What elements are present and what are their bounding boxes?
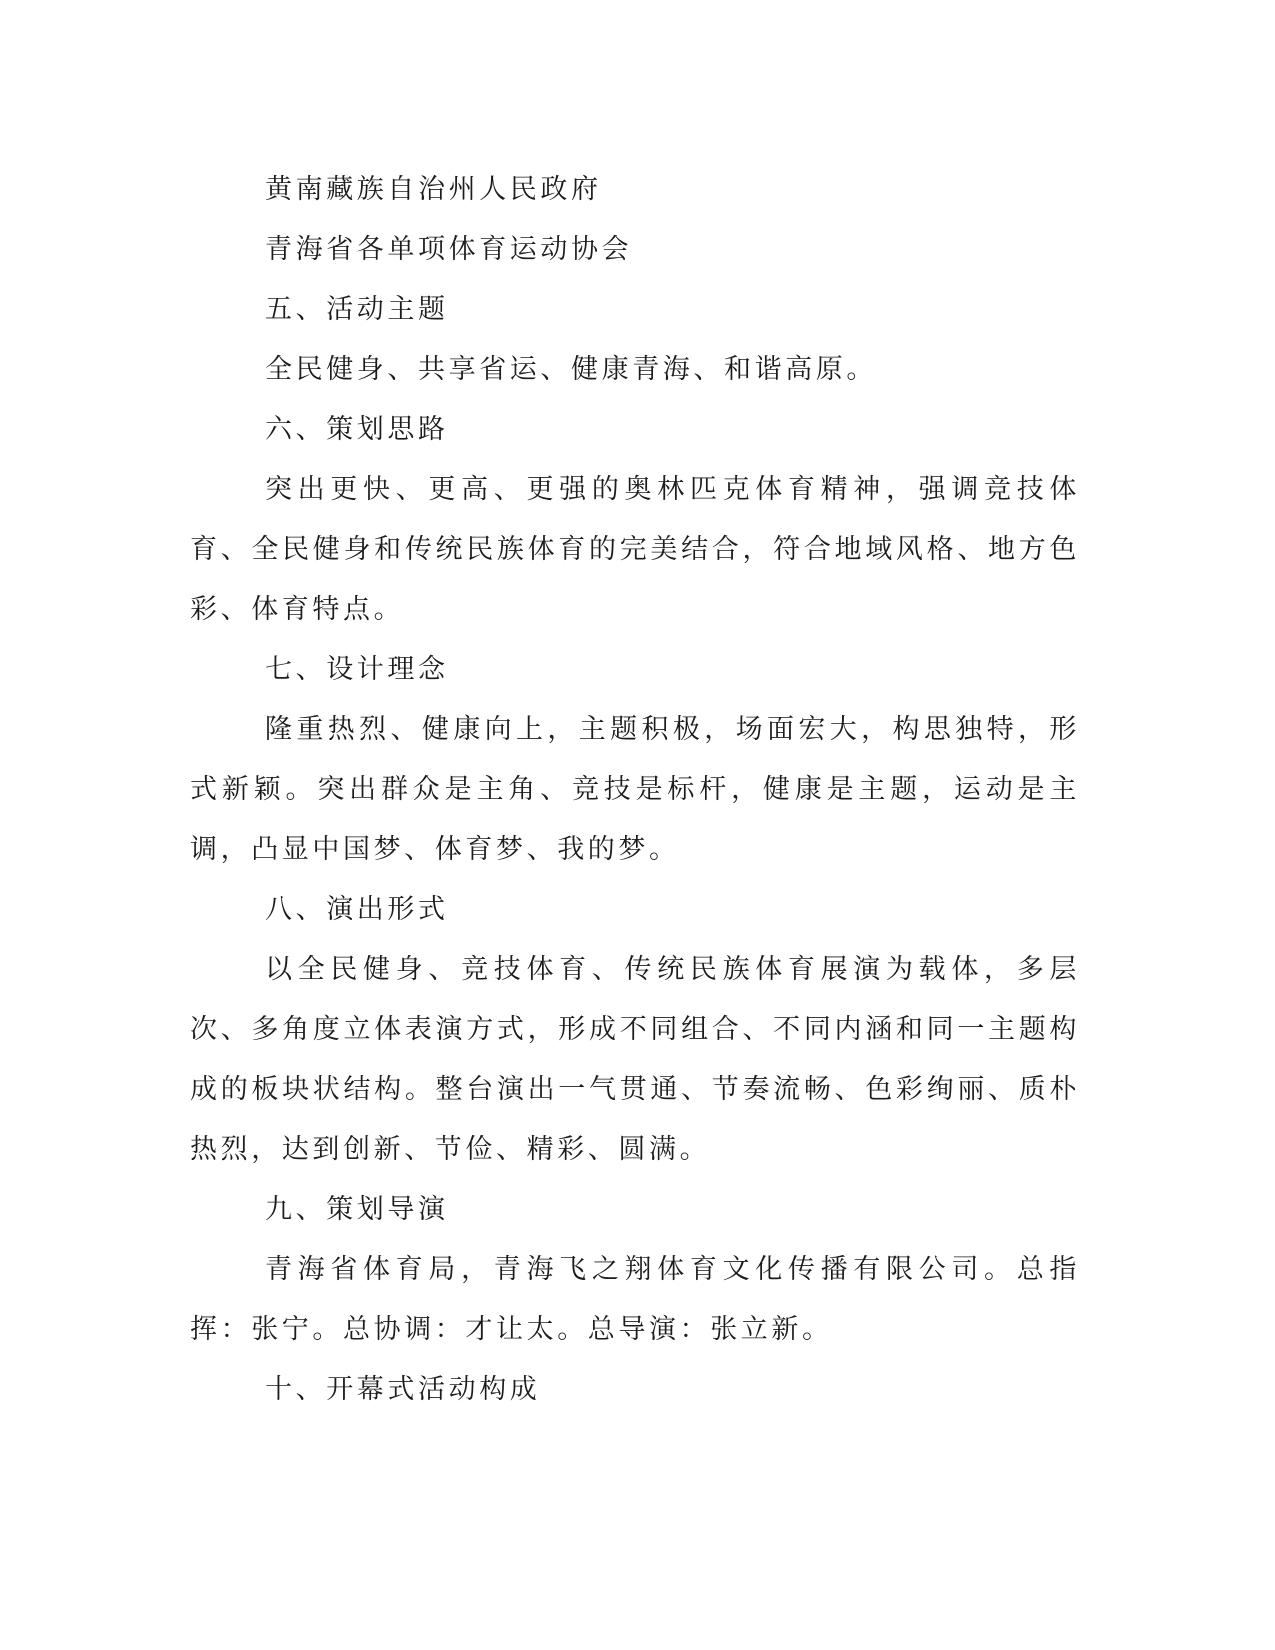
section-heading: 八、演出形式 (265, 894, 449, 925)
body-paragraph: 隆重热烈、健康向上，主题积极，场面宏大，构思独特，形式新颖。突出群众是主角、竞技是标杆，健康是主题，运动是主调，凸显中国梦、体育梦、我的梦。 (190, 714, 1080, 865)
section-heading: 九、策划导演 (265, 1194, 449, 1225)
organizer-line: 青海省各单项体育运动协会 (265, 234, 633, 265)
body-paragraph: 突出更快、更高、更强的奥林匹克体育精神，强调竞技体育、全民健身和传统民族体育的完美结合，符合地域风格、地方色彩、体育特点。 (190, 474, 1080, 625)
section-heading: 七、设计理念 (265, 654, 449, 685)
section-heading: 五、活动主题 (265, 294, 449, 325)
body-paragraph: 以全民健身、竞技体育、传统民族体育展演为载体，多层次、多角度立体表演方式，形成不同组合、不同内涵和同一主题构成的板块状结构。整台演出一气贯通、节奏流畅、色彩绚丽、质朴热烈，达到创新、节俭、精彩、圆满。 (190, 954, 1080, 1165)
body-paragraph: 全民健身、共享省运、健康青海、和谐高原。 (265, 354, 877, 385)
organizer-line: 黄南藏族自治州人民政府 (265, 174, 602, 205)
section-heading: 六、策划思路 (265, 414, 449, 445)
section-heading: 十、开幕式活动构成 (265, 1374, 541, 1405)
document-body (190, 160, 1080, 1420)
body-paragraph: 青海省体育局，青海飞之翔体育文化传播有限公司。总指挥：张宁。总协调：才让太。总导演：张立新。 (190, 1254, 1080, 1345)
